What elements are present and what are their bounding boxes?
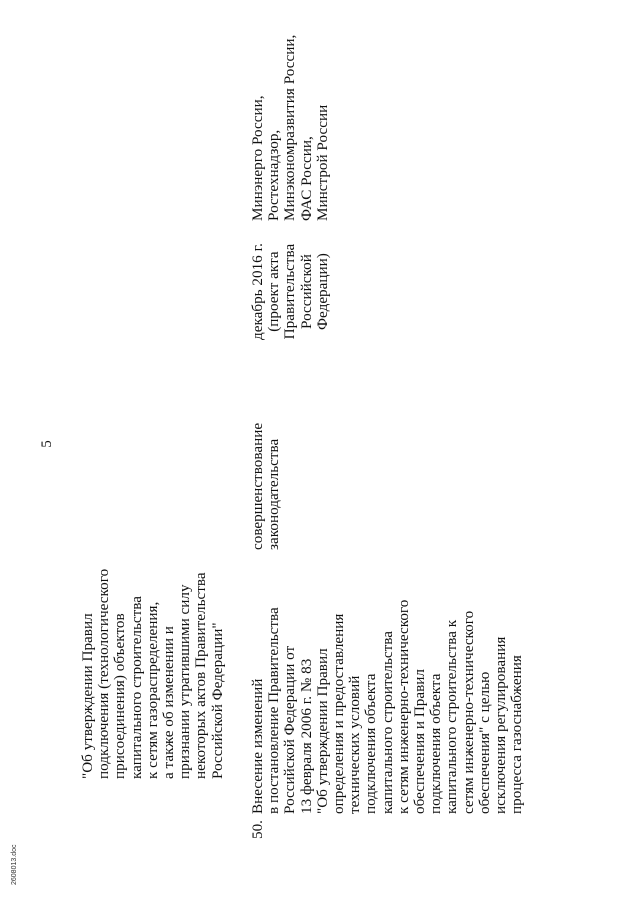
- row-number: 50.: [249, 820, 266, 839]
- row-executors-text: Минэнерго России, Ростехнадзор, Минэкономразвития России, ФАС России, Минстрой России: [249, 34, 331, 221]
- previous-row-document-text: "Об утверждении Правил подключения (технологического присоединения) объектов капитального строительства к сетям газораспределения, а также об изменении и признании утратившими силу некоторых актов Правительства Российской Федерации": [79, 568, 226, 779]
- row-document-text: Внесение изменений в постановление Правительства Российской Федерации от 13 февраля 2006 г. № 83 "Об утверждении Правил определения и предоставления технических условий подключения объекта капитального строительства к сетям инженерно-технического обеспечения и Правил подключения объекта капитального строительства к сетям инженерно-технического обеспечения" с целью исключения регулирования процесса газоснабжения: [249, 599, 526, 814]
- row-deadline-text: декабрь 2016 г. (проект акта Правительства Российской Федерации): [249, 243, 331, 340]
- row-result-text: совершенствование законодательства: [249, 422, 283, 550]
- footer-file-name: 2608013.doc: [11, 844, 18, 885]
- page-number: 5: [39, 440, 55, 448]
